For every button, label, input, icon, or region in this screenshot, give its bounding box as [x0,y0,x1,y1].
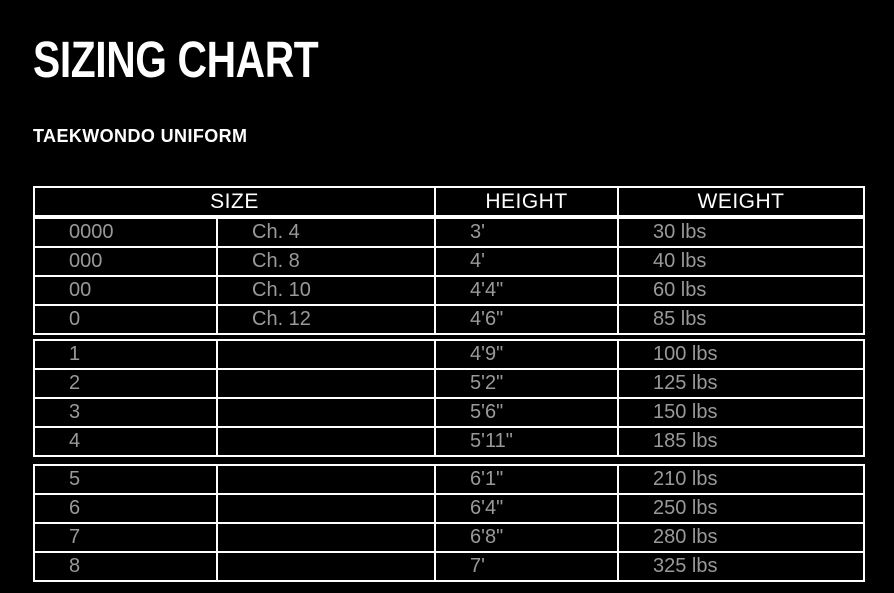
weight-cell: 100 lbs [618,340,864,369]
size-cell: 0000 [34,218,217,247]
height-cell: 3' [435,218,618,247]
page-title [33,31,864,88]
header-row [34,187,864,216]
height-cell: 6'8" [435,523,618,552]
chest-size-cell: Ch. 4 [217,218,435,247]
sizing-table [33,186,863,582]
chest-size-cell [217,552,435,581]
chest-size-cell [217,398,435,427]
sizing-table-group-large [33,464,865,582]
size-cell: 1 [34,340,217,369]
table-row [34,340,864,369]
size-cell: 8 [34,552,217,581]
height-cell: 4'6" [435,305,618,334]
size-cell: 00 [34,276,217,305]
column-header-size: SIZE [34,187,435,216]
size-cell: 4 [34,427,217,456]
chest-size-cell [217,369,435,398]
sizing-table-group-small [33,217,865,335]
weight-cell: 185 lbs [618,427,864,456]
weight-cell: 150 lbs [618,398,864,427]
weight-cell: 60 lbs [618,276,864,305]
size-cell: 6 [34,494,217,523]
table-row [34,465,864,494]
chest-size-cell [217,494,435,523]
table-row [34,305,864,334]
page-title-text: SIZING CHART [33,31,319,88]
sizing-table-group-medium [33,339,865,457]
height-cell: 4'4" [435,276,618,305]
sizing-table-header [33,186,865,217]
height-cell: 5'6" [435,398,618,427]
size-cell: 3 [34,398,217,427]
weight-cell: 85 lbs [618,305,864,334]
table-row [34,523,864,552]
chest-size-cell: Ch. 8 [217,247,435,276]
weight-cell: 30 lbs [618,218,864,247]
weight-cell: 325 lbs [618,552,864,581]
table-row [34,218,864,247]
height-cell: 5'2" [435,369,618,398]
weight-cell: 40 lbs [618,247,864,276]
chest-size-cell: Ch. 12 [217,305,435,334]
weight-cell: 250 lbs [618,494,864,523]
height-cell: 7' [435,552,618,581]
table-row [34,276,864,305]
height-cell: 4' [435,247,618,276]
size-cell: 000 [34,247,217,276]
chest-size-cell [217,427,435,456]
table-row [34,427,864,456]
height-cell: 6'4" [435,494,618,523]
weight-cell: 210 lbs [618,465,864,494]
column-header-height: HEIGHT [435,187,618,216]
height-cell: 4'9" [435,340,618,369]
height-cell: 6'1" [435,465,618,494]
chest-size-cell [217,523,435,552]
product-subtitle: TAEKWONDO UNIFORM [33,126,248,146]
height-cell: 5'11" [435,427,618,456]
table-row [34,247,864,276]
table-row [34,494,864,523]
size-cell: 2 [34,369,217,398]
chest-size-cell [217,465,435,494]
size-cell: 0 [34,305,217,334]
size-cell: 7 [34,523,217,552]
weight-cell: 125 lbs [618,369,864,398]
table-row [34,552,864,581]
table-row [34,398,864,427]
size-cell: 5 [34,465,217,494]
chest-size-cell: Ch. 10 [217,276,435,305]
weight-cell: 280 lbs [618,523,864,552]
chest-size-cell [217,340,435,369]
table-row [34,369,864,398]
column-header-weight: WEIGHT [618,187,864,216]
